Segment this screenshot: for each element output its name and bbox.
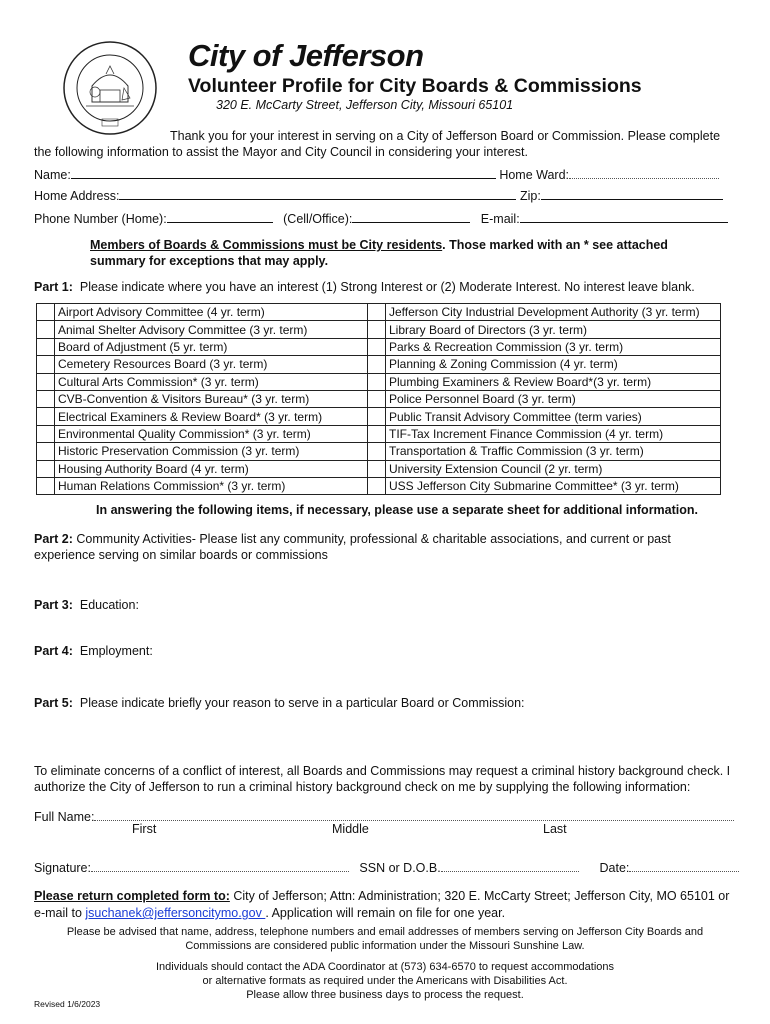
ada-line-2: or alternative formats as required under the Americans with Disabilities Act. [202, 975, 568, 987]
board-row [37, 477, 721, 494]
part2 [34, 531, 734, 563]
part4-text: Employment: [79, 644, 153, 658]
home-address-field[interactable] [119, 187, 516, 200]
board-row [37, 321, 721, 338]
boards-table [36, 303, 721, 495]
interest-checkbox[interactable] [37, 390, 55, 407]
interest-checkbox[interactable] [37, 321, 55, 338]
signature-label: Signature: [34, 861, 91, 875]
interest-checkbox[interactable] [368, 408, 386, 425]
board-row [37, 390, 721, 407]
board-row [37, 443, 721, 460]
board-name: Airport Advisory Committee (4 yr. term) [55, 304, 368, 321]
interest-checkbox[interactable] [368, 304, 386, 321]
full-name-label: Full Name: [34, 810, 95, 824]
interest-checkbox[interactable] [37, 356, 55, 373]
interest-checkbox[interactable] [37, 443, 55, 460]
interest-checkbox[interactable] [37, 373, 55, 390]
part3 [34, 598, 139, 612]
board-row [37, 304, 721, 321]
interest-checkbox[interactable] [368, 373, 386, 390]
interest-checkbox[interactable] [37, 460, 55, 477]
interest-checkbox[interactable] [368, 443, 386, 460]
board-name: Transportation & Traffic Commission (3 yr. term) [386, 443, 721, 460]
full-name-field[interactable] [94, 808, 734, 821]
interest-checkbox[interactable] [37, 338, 55, 355]
board-row [37, 338, 721, 355]
part1-heading [34, 280, 695, 294]
board-name: Historic Preservation Commission (3 yr. term) [55, 443, 368, 460]
ssn-dob-field[interactable] [441, 859, 579, 872]
email-field[interactable] [520, 210, 728, 223]
ssn-dob-label: SSN or D.O.B. [359, 861, 441, 875]
board-name: CVB-Convention & Visitors Bureau* (3 yr. term) [55, 390, 368, 407]
ada-line-3: Please allow three business days to process the request. [246, 989, 524, 1001]
phone-home-label: Phone Number (Home): [34, 212, 167, 226]
zip-label: Zip: [519, 189, 541, 203]
interest-checkbox[interactable] [37, 408, 55, 425]
part1-label: Part 1: [34, 280, 73, 294]
board-row [37, 408, 721, 425]
name-field[interactable] [71, 166, 496, 179]
date-field[interactable] [629, 859, 739, 872]
exceptions-note: . Those marked with an * see attached summary for exceptions that may apply. [90, 238, 668, 268]
office-address: 320 E. McCarty Street, Jefferson City, Missouri 65101 [216, 98, 514, 112]
interest-checkbox[interactable] [368, 460, 386, 477]
interest-checkbox[interactable] [368, 356, 386, 373]
background-check-paragraph: To eliminate concerns of a conflict of interest, all Boards and Commissions may request a criminal history background check. I authorize the City of Jefferson to run a criminal history background check on me by supplying the following information: [34, 764, 731, 794]
board-name: Housing Authority Board (4 yr. term) [55, 460, 368, 477]
board-name: Jefferson City Industrial Development Authority (3 yr. term) [386, 304, 721, 321]
board-name: Police Personnel Board (3 yr. term) [386, 390, 721, 407]
part1-text: Please indicate where you have an interest (1) Strong Interest or (2) Moderate Interest. No interest leave blank. [79, 280, 695, 294]
interest-checkbox[interactable] [368, 390, 386, 407]
part3-text: Education: [79, 598, 139, 612]
phone-cell-field[interactable] [352, 210, 470, 223]
intro-paragraph: Thank you for your interest in serving on a City of Jefferson Board or Commission. Please complete the following information to assist the Mayor and City Council in considering your interest. [34, 129, 721, 159]
signature-field[interactable] [91, 859, 349, 872]
phone-row [34, 210, 728, 226]
date-label: Date: [599, 861, 630, 875]
signature-row [34, 859, 739, 875]
board-name: TIF-Tax Increment Finance Commission (4 yr. term) [386, 425, 721, 442]
city-seal [62, 40, 158, 136]
last-name-caption: Last [543, 822, 567, 836]
phone-home-field[interactable] [167, 210, 273, 223]
interest-checkbox[interactable] [37, 425, 55, 442]
board-row [37, 373, 721, 390]
board-name: Public Transit Advisory Committee (term varies) [386, 408, 721, 425]
home-ward-label: Home Ward: [499, 168, 570, 182]
board-name: Board of Adjustment (5 yr. term) [55, 338, 368, 355]
revision-date: Revised 1/6/2023 [34, 999, 101, 1009]
board-name: Cemetery Resources Board (3 yr. term) [55, 356, 368, 373]
board-name: Plumbing Examiners & Review Board*(3 yr. term) [386, 373, 721, 390]
return-instructions [34, 888, 740, 922]
phone-cell-label: (Cell/Office): [283, 212, 353, 226]
interest-checkbox[interactable] [368, 477, 386, 494]
return-heading: Please return completed form to: [34, 889, 230, 903]
interest-checkbox[interactable] [37, 477, 55, 494]
residency-requirement: Members of Boards & Commissions must be City residents [90, 238, 443, 252]
board-name: Library Board of Directors (3 yr. term) [386, 321, 721, 338]
part5-label: Part 5: [34, 696, 73, 710]
part3-label: Part 3: [34, 598, 73, 612]
return-address: City of Jefferson; Attn: Administration; 320 E. McCarty Street; Jefferson City, MO 65101 or e-mail to [34, 889, 730, 920]
part4-label: Part 4: [34, 644, 73, 658]
part2-label: Part 2: [34, 532, 73, 546]
separate-sheet-note: In answering the following items, if necessary, please use a separate sheet for additional information. [96, 503, 699, 517]
board-row [37, 356, 721, 373]
email-label: E-mail: [480, 212, 520, 226]
interest-checkbox[interactable] [368, 425, 386, 442]
board-name: Environmental Quality Commission* (3 yr. term) [55, 425, 368, 442]
interest-checkbox[interactable] [368, 338, 386, 355]
name-label: Name: [34, 168, 71, 182]
first-name-caption: First [132, 822, 157, 836]
board-name: Animal Shelter Advisory Committee (3 yr. term) [55, 321, 368, 338]
board-name: Electrical Examiners & Review Board* (3 yr. term) [55, 408, 368, 425]
part2-text: Community Activities- Please list any community, professional & charitable associations, and current or past experience serving on similar boards or commissions [34, 532, 671, 562]
sunshine-law-notice: Please be advised that name, address, telephone numbers and email addresses of members serving on Jefferson City Boards and Commissions are considered public information under the Missouri Sunshine Law. [66, 926, 704, 952]
ada-notice [40, 960, 730, 1002]
board-name: Cultural Arts Commission* (3 yr. term) [55, 373, 368, 390]
page-subtitle: Volunteer Profile for City Boards & Commissions [188, 75, 642, 97]
zip-field[interactable] [541, 187, 723, 200]
board-row [37, 460, 721, 477]
home-ward-field[interactable] [569, 166, 719, 179]
interest-checkbox[interactable] [368, 321, 386, 338]
address-row [34, 187, 723, 203]
board-name: Parks & Recreation Commission (3 yr. term) [386, 338, 721, 355]
page-title: City of Jefferson [188, 38, 424, 73]
home-address-label: Home Address: [34, 189, 120, 203]
part4 [34, 644, 153, 658]
board-name: University Extension Council (2 yr. term) [386, 460, 721, 477]
name-row [34, 166, 719, 182]
board-name: Planning & Zoning Commission (4 yr. term) [386, 356, 721, 373]
residency-notice [90, 237, 710, 269]
board-name: USS Jefferson City Submarine Committee* (3 yr. term) [386, 477, 721, 494]
part5-text: Please indicate briefly your reason to serve in a particular Board or Commission: [79, 696, 525, 710]
part5 [34, 696, 525, 710]
middle-name-caption: Middle [332, 822, 369, 836]
interest-checkbox[interactable] [37, 304, 55, 321]
retention-note: . Application will remain on file for one year. [265, 906, 506, 920]
email-link[interactable]: jsuchanek@jeffersoncitymo.gov [85, 906, 266, 920]
board-row [37, 425, 721, 442]
ada-line-1: Individuals should contact the ADA Coordinator at (573) 634-6570 to request accommodations [156, 961, 614, 973]
board-name: Human Relations Commission* (3 yr. term) [55, 477, 368, 494]
